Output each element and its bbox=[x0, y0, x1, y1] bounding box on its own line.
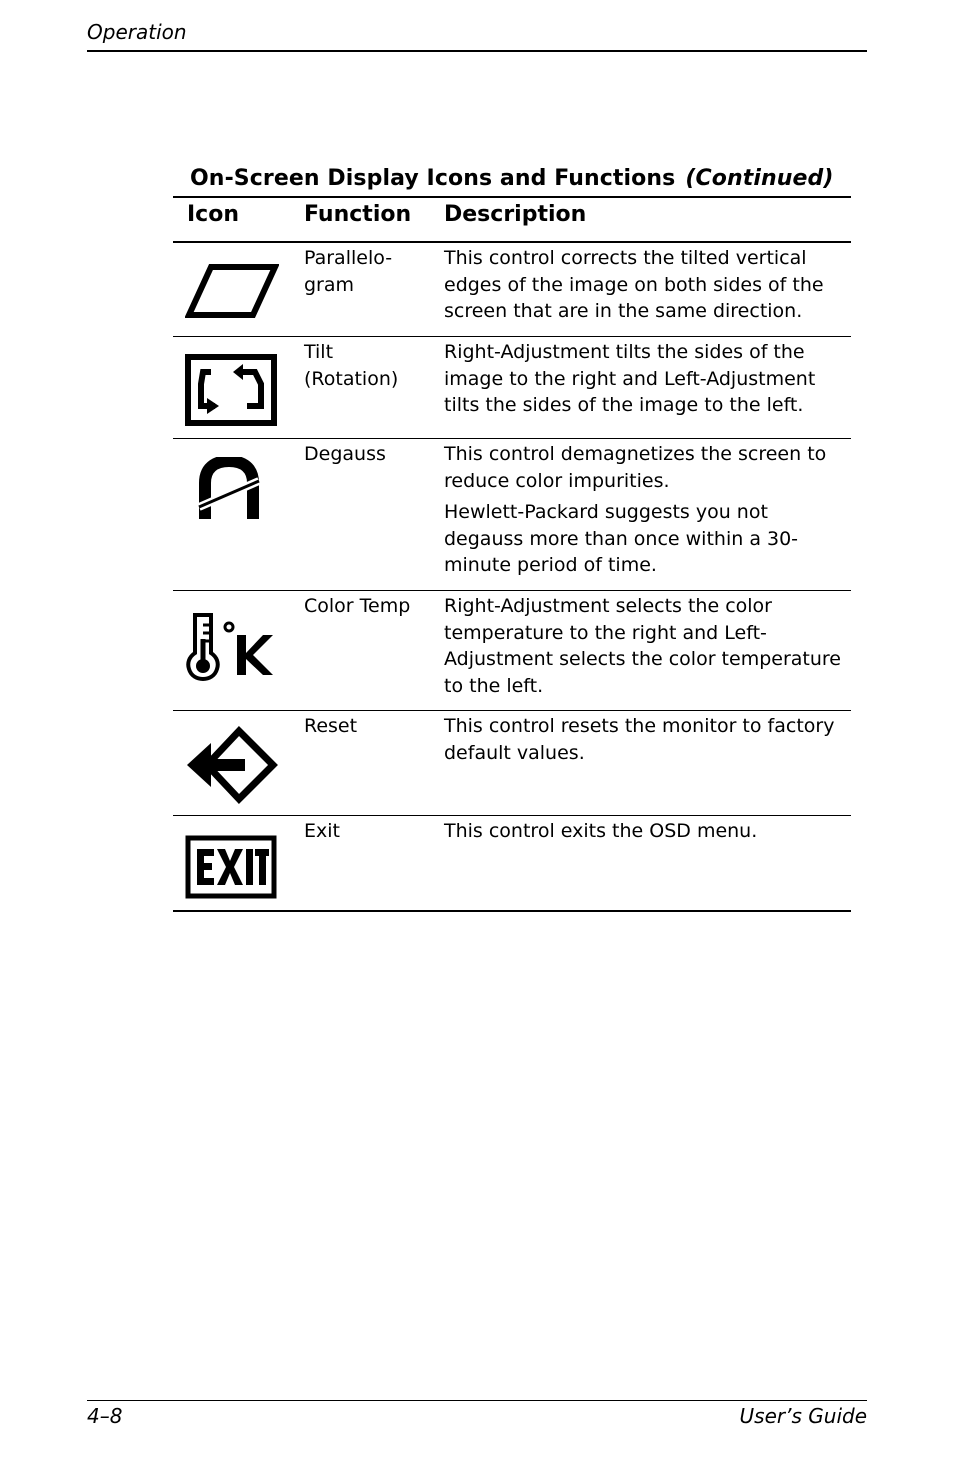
table-title-text: On-Screen Display Icons and Functions bbox=[190, 166, 676, 191]
table-header-row bbox=[173, 198, 851, 243]
exit-icon bbox=[185, 835, 277, 899]
table-row-parallelogram bbox=[173, 243, 851, 337]
function-label: Color Temp bbox=[304, 595, 411, 617]
function-label: Parallelo- gram bbox=[304, 247, 393, 296]
description-text: Right-Adjustment selects the color temperature to the right and Left-Adjustment selects the color temperature to the left. bbox=[444, 595, 841, 697]
function-label: Tilt (Rotation) bbox=[304, 341, 399, 390]
description-cell bbox=[444, 441, 849, 584]
description-cell bbox=[444, 713, 849, 771]
description-text: This control demagnetizes the screen to reduce color impurities. bbox=[444, 443, 827, 492]
guide-title: User’s Guide bbox=[739, 1404, 867, 1428]
parallelogram-icon bbox=[185, 263, 279, 319]
running-header: Operation bbox=[87, 20, 187, 44]
footer-rule bbox=[87, 1400, 867, 1401]
tilt-rotation-icon bbox=[185, 354, 277, 426]
table-row-color-temp bbox=[173, 591, 851, 711]
description-text: Right-Adjustment tilts the sides of the image to the right and Left-Adjustment tilts the sides of the image to the left. bbox=[444, 341, 816, 416]
table-row-degauss bbox=[173, 439, 851, 591]
function-label: Exit bbox=[304, 820, 340, 842]
table-title-continued: (Continued) bbox=[685, 166, 834, 191]
column-header-function: Function bbox=[304, 202, 412, 227]
degauss-icon bbox=[197, 457, 261, 521]
column-header-description: Description bbox=[444, 202, 587, 227]
description-text: This control resets the monitor to factory default values. bbox=[444, 715, 835, 764]
description-cell bbox=[444, 593, 849, 704]
table-row-reset bbox=[173, 711, 851, 816]
table-row-tilt bbox=[173, 337, 851, 439]
color-temp-icon bbox=[185, 609, 277, 681]
table-title bbox=[190, 166, 834, 191]
description-cell bbox=[444, 818, 849, 850]
description-cell bbox=[444, 245, 849, 330]
description-cell bbox=[444, 339, 849, 424]
page-number: 4–8 bbox=[87, 1404, 123, 1428]
table-row-exit bbox=[173, 816, 851, 912]
header-rule bbox=[87, 50, 867, 52]
osd-icons-table bbox=[173, 196, 851, 912]
description-text: This control exits the OSD menu. bbox=[444, 820, 758, 842]
description-text: This control corrects the tilted vertical edges of the image on both sides of the screen that are in the same direction. bbox=[444, 247, 824, 322]
function-label: Degauss bbox=[304, 443, 386, 465]
column-header-icon: Icon bbox=[187, 202, 240, 227]
reset-icon bbox=[185, 725, 279, 805]
function-label: Reset bbox=[304, 715, 358, 737]
description-text: Hewlett-Packard suggests you not degauss more than once within a 30-minute period of time. bbox=[444, 501, 799, 576]
